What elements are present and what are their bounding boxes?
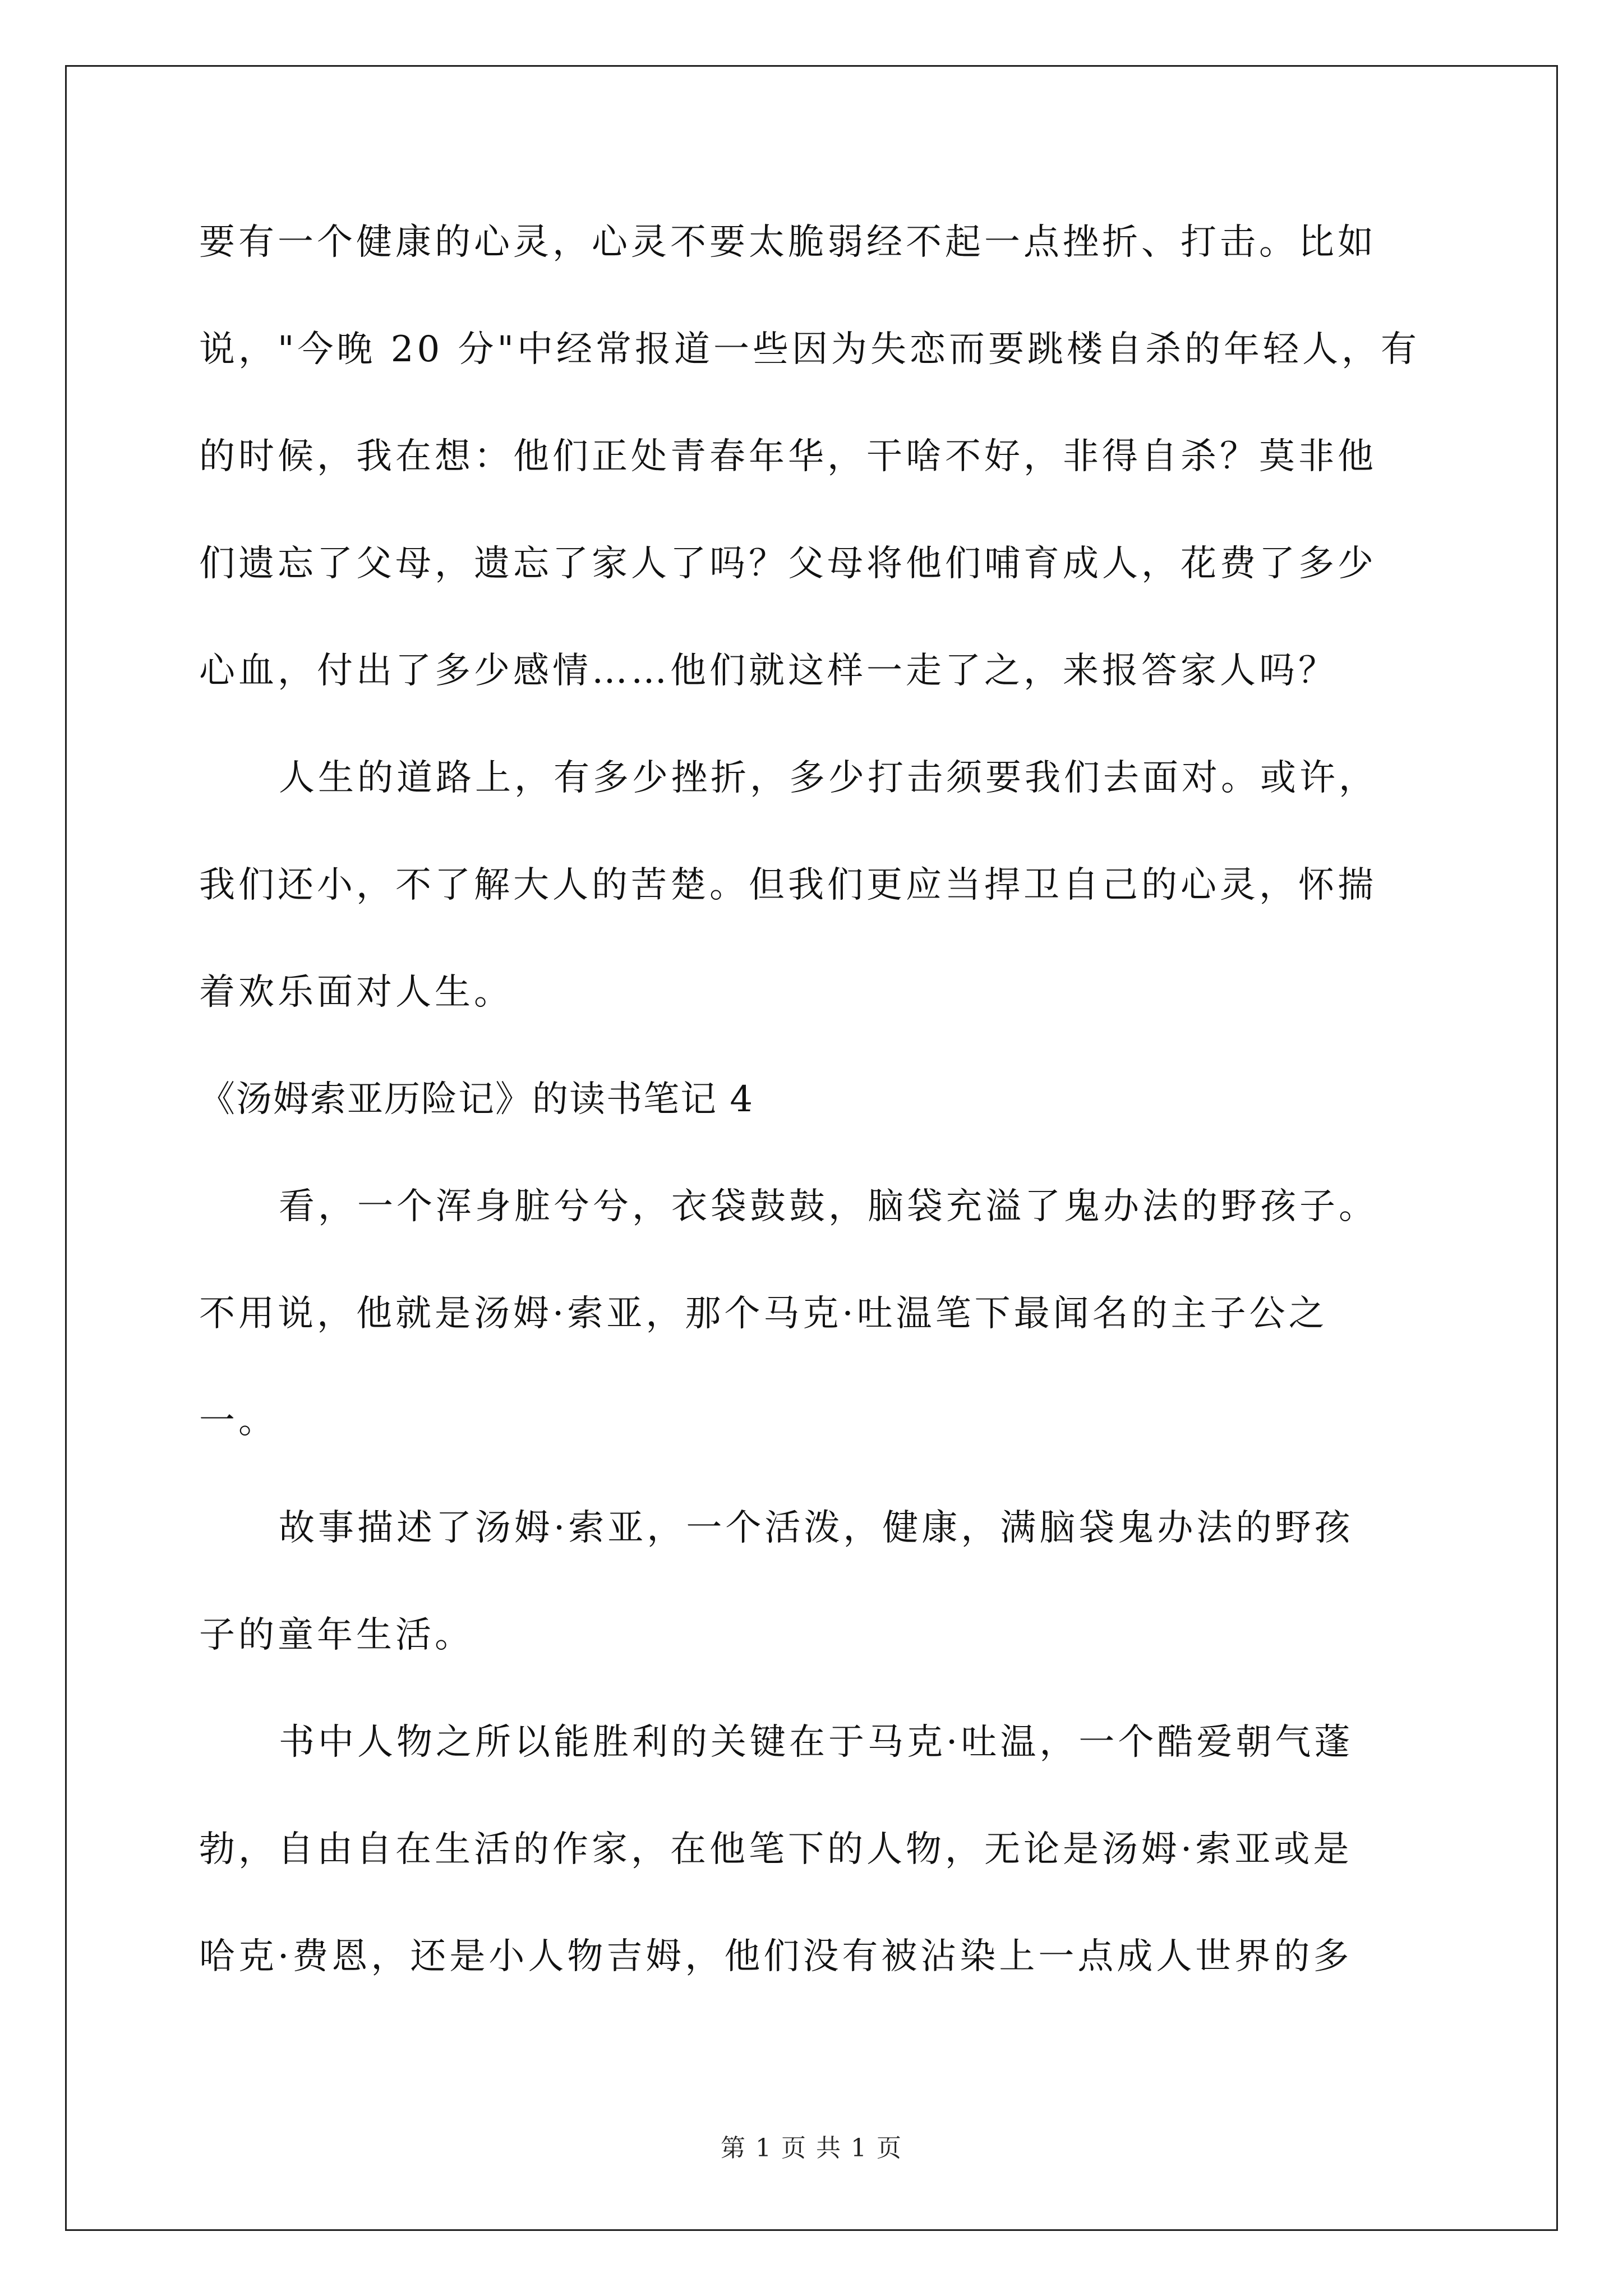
text-line: 人生的道路上，有多少挫折，多少打击须要我们去面对。或许， (279, 757, 1378, 799)
text-line: 要有一个健康的心灵，心灵不要太脆弱经不起一点挫折、打击。比如 (199, 222, 1377, 263)
text-line: 书中人物之所以能胜利的关键在于马克·吐温，一个酷爱朝气蓬 (279, 1722, 1354, 1763)
text-line: 故事描述了汤姆·索亚，一个活泼，健康，满脑袋鬼办法的野孩 (279, 1507, 1354, 1549)
section-heading: 《汤姆索亚历险记》的读书笔记 4 (199, 1079, 754, 1120)
text-line: 不用说，他就是汤姆·索亚，那个马克·吐温笔下最闻名的主子公之 (199, 1293, 1328, 1335)
text-line: 心血，付出了多少感情……他们就这样一走了之，来报答家人吗？ (199, 650, 1338, 692)
text-line: 子的童年生活。 (199, 1614, 474, 1656)
text-line: 说，"今晚 20 分"中经常报道一些因为失恋而要跳楼自杀的年轻人，有 (199, 329, 1420, 370)
text-line: 一。 (199, 1400, 278, 1442)
document-body (199, 206, 1427, 2028)
page-footer: 第 1 页 共 1 页 (721, 2134, 902, 2162)
text-line: 勃，自由自在生活的作家，在他笔下的人物，无论是汤姆·索亚或是 (199, 1829, 1353, 1870)
text-line: 哈克·费恩，还是小人物吉姆，他们没有被沾染上一点成人世界的多 (199, 1936, 1353, 1977)
text-line: 们遗忘了父母，遗忘了家人了吗？父母将他们哺育成人，花费了多少 (199, 543, 1377, 585)
text-line: 着欢乐面对人生。 (199, 972, 513, 1013)
text-line: 看，一个浑身脏兮兮，衣袋鼓鼓，脑袋充溢了鬼办法的野孩子。 (279, 1186, 1378, 1227)
text-line: 我们还小，不了解大人的苦楚。但我们更应当捍卫自己的心灵，怀揣 (199, 864, 1377, 906)
text-line: 的时候，我在想：他们正处青春年华，干啥不好，非得自杀？莫非他 (199, 436, 1377, 477)
